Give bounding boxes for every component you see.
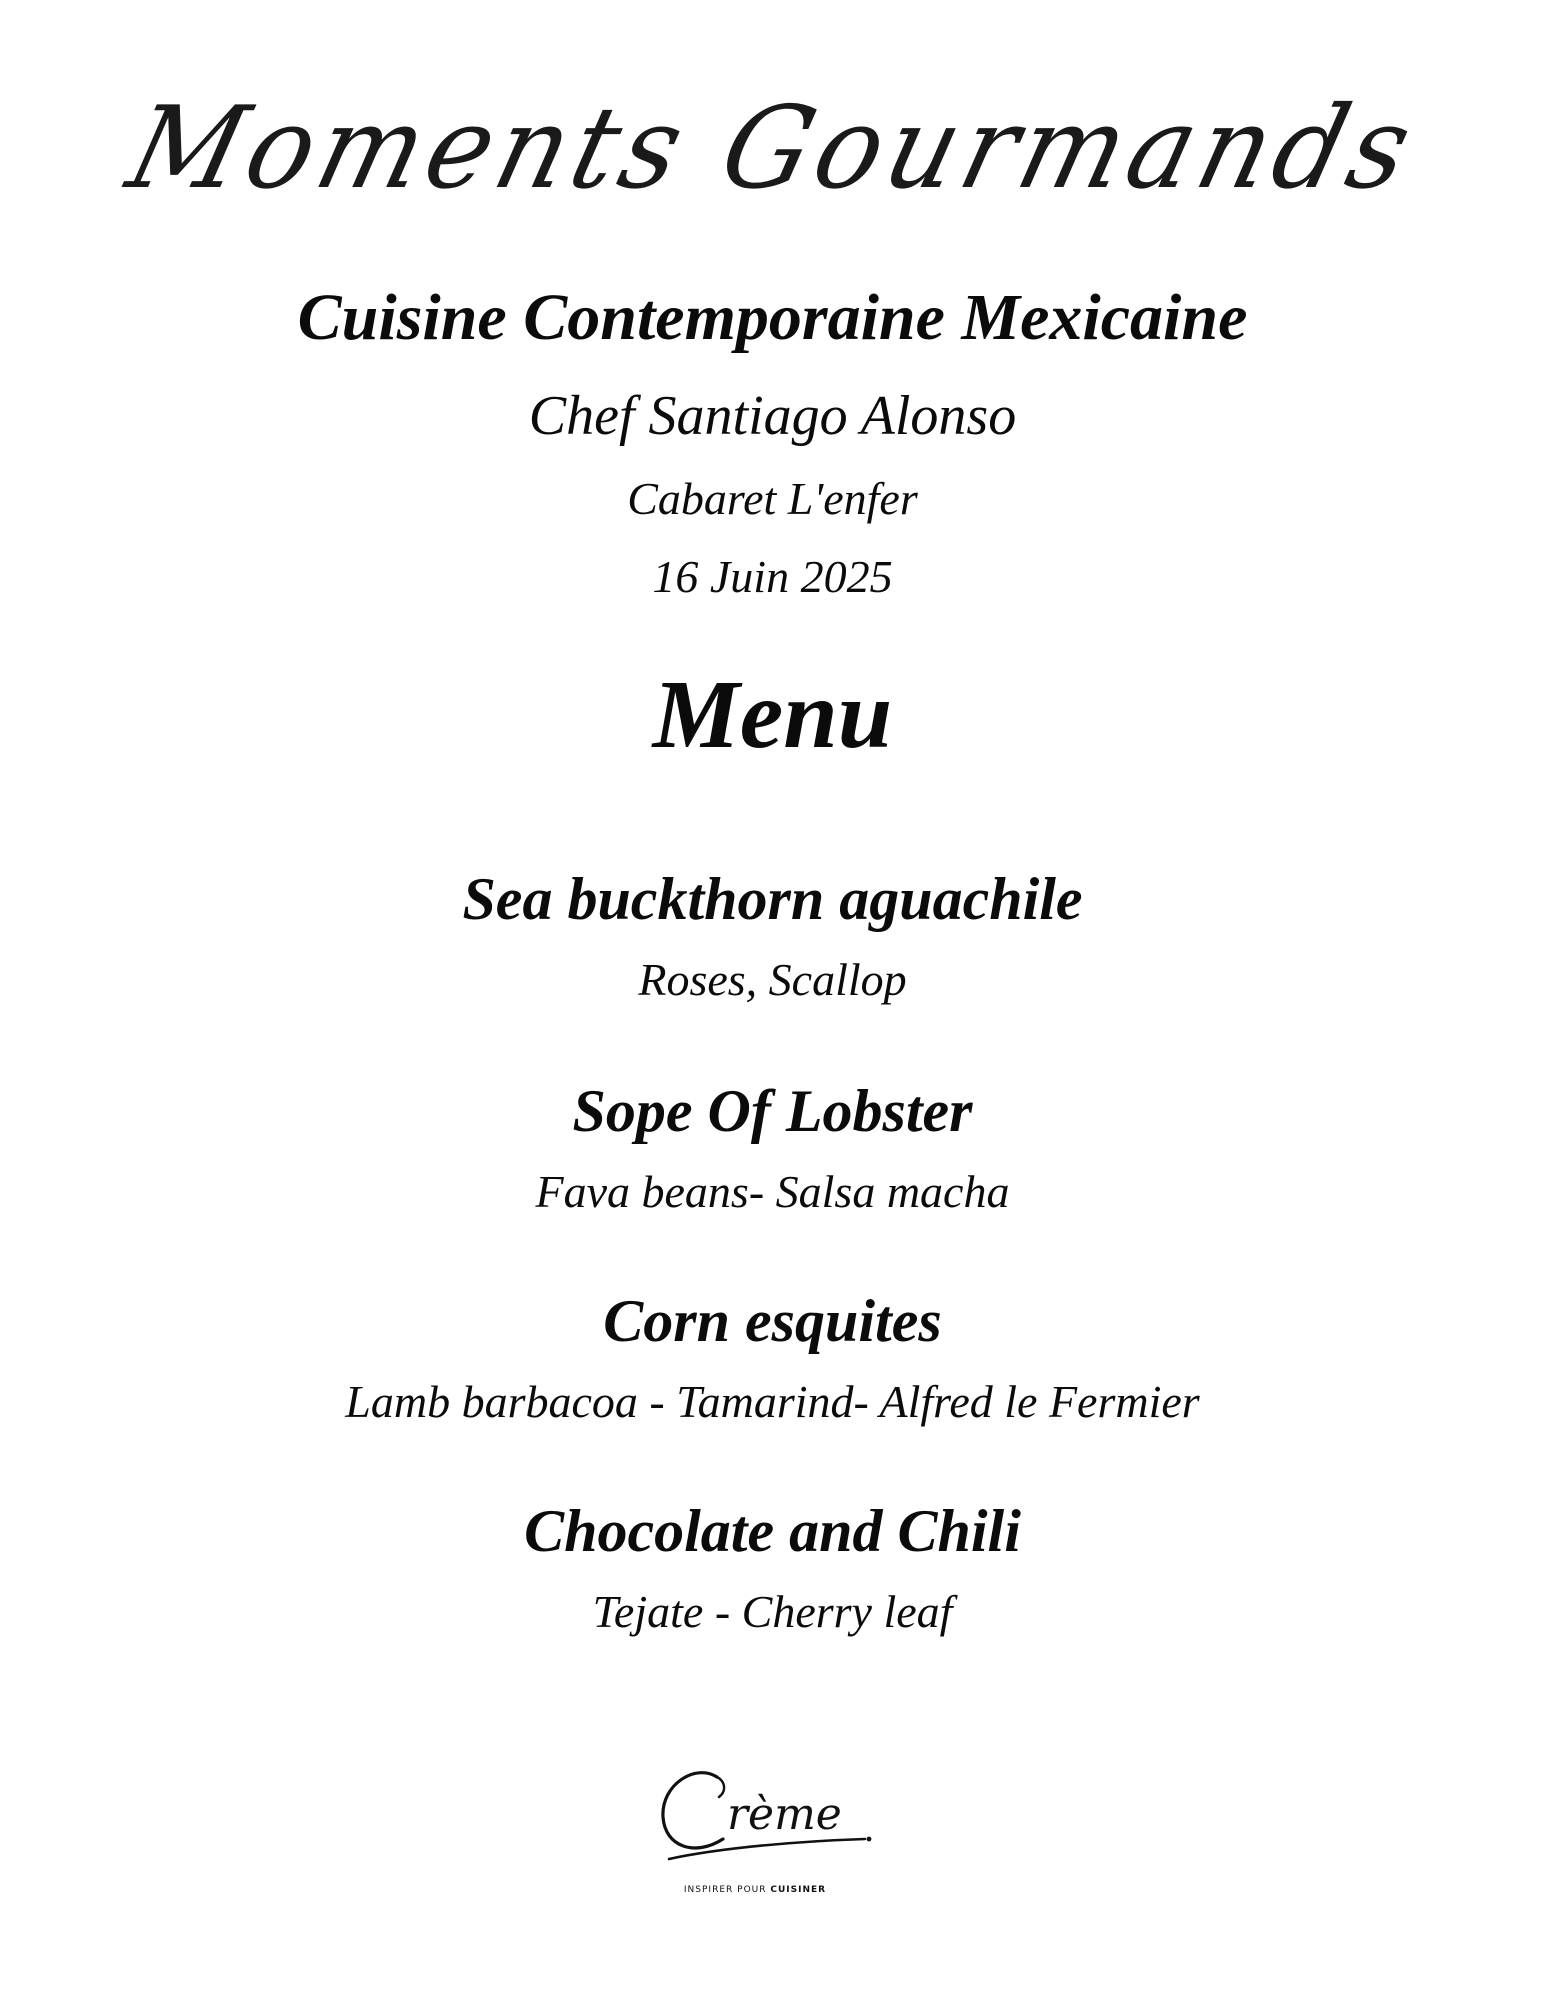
logo-tagline	[655, 1885, 855, 1895]
logo-tagline-part1: INSPIRER POUR	[683, 1885, 767, 1895]
course-4-description: Tejate - Cherry leaf	[592, 1586, 953, 1637]
logo-tagline-part2: CUISINER	[770, 1885, 827, 1895]
cuisine-heading: Cuisine Contemporaine Mexicaine	[297, 281, 1248, 354]
course-3-description: Lamb barbacoa - Tamarind- Alfred le Fermier	[345, 1376, 1200, 1427]
course-2-name: Sope Of Lobster	[572, 1078, 973, 1144]
course-1-description: Roses, Scallop	[638, 954, 907, 1005]
creme-logo-icon	[655, 1755, 895, 1885]
menu-title: Menu	[652, 661, 893, 769]
event-date: 16 Juin 2025	[652, 551, 893, 602]
venue-name: Cabaret L'enfer	[627, 473, 918, 524]
logo-wordmark-letters: rème	[727, 1789, 842, 1840]
chef-name: Chef Santiago Alonso	[528, 385, 1017, 447]
creme-logo	[655, 1755, 895, 1905]
course-3-name: Corn esquites	[603, 1288, 942, 1354]
course-1-name: Sea buckthorn aguachile	[462, 866, 1083, 932]
course-4-name: Chocolate and Chili	[524, 1498, 1021, 1564]
course-2-description: Fava beans- Salsa macha	[535, 1166, 1010, 1217]
script-title: Moments Gourmands	[116, 82, 1430, 215]
